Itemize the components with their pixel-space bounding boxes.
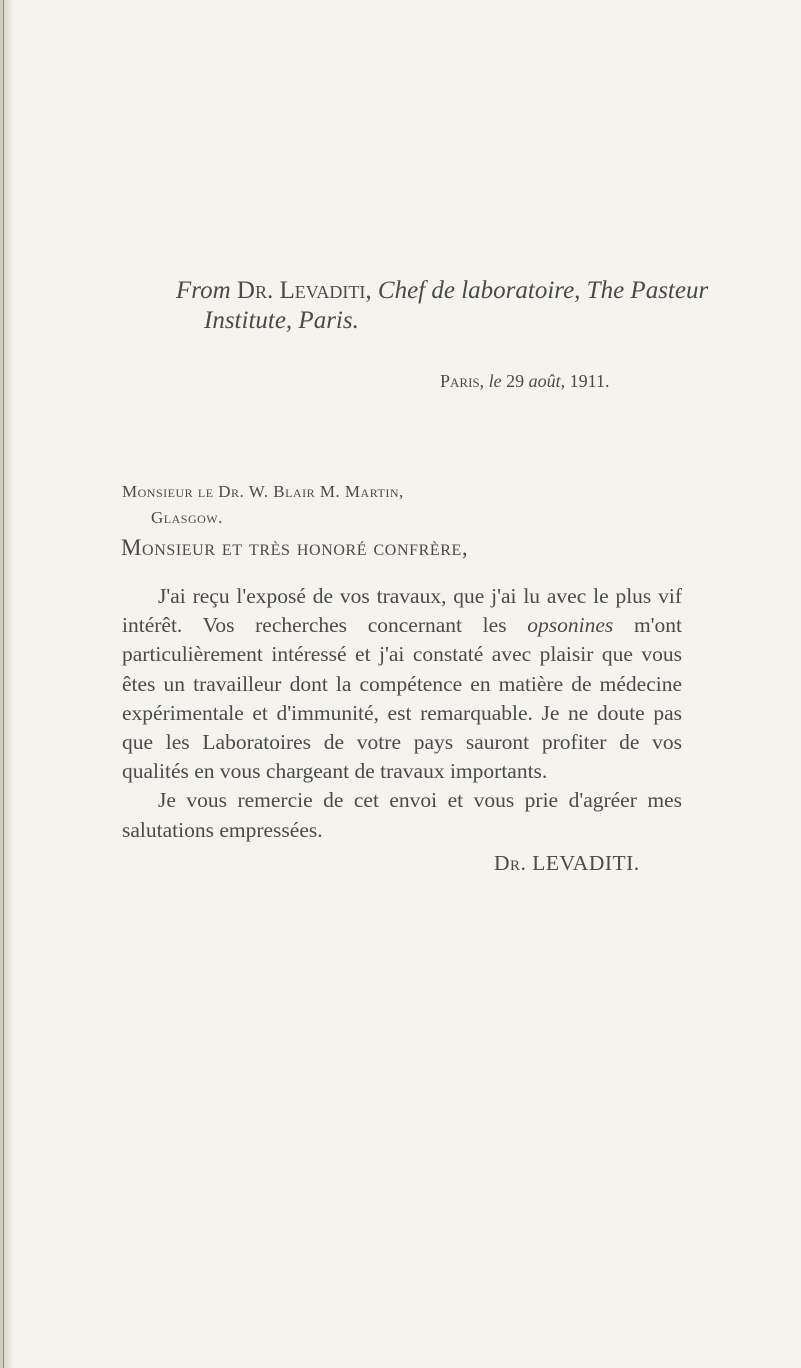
- heading-institute-part1: The Pasteur: [586, 277, 709, 304]
- dateline: [440, 371, 740, 392]
- dateline-place: Paris,: [440, 371, 485, 391]
- address-line-1: Monsieur le Dr. W. Blair M. Martin,: [122, 482, 404, 501]
- dateline-month: août,: [528, 371, 566, 391]
- heading-from: From: [176, 277, 231, 304]
- dateline-day: 29: [506, 371, 525, 391]
- signature: Dr. LEVADITI.: [494, 851, 640, 875]
- body-p1-start: J'ai reçu l'exposé de vos travaux, que j'ai lu avec le plus vif intérêt. Vos recherches concernant les: [122, 584, 682, 638]
- heading-institute-part2: Institute, Paris.: [204, 307, 359, 334]
- body-p1-italic-term: opsonines: [527, 613, 614, 638]
- body-paragraph-2: Je vous remercie de cet envoi et vous prie d'agréer mes salutations empressées.: [122, 788, 682, 842]
- body-paragraph-1: [122, 582, 682, 786]
- letter-body: [122, 582, 682, 845]
- salutation: Monsieur et très honoré confrère,: [121, 535, 469, 560]
- dateline-year: 1911.: [569, 371, 610, 391]
- letter-heading: [176, 276, 716, 336]
- body-p1-end: m'ont particulièrement intéressé et j'ai constaté avec plaisir que vous êtes un travailleur dont la compétence en matière de médecine expérimentale et d'immunité, est remarquable. Je ne doute pas que les Laboratoires de votre pays sauront profiter de vos qualités en vous chargeant de travaux importants.: [122, 613, 683, 784]
- recipient-address: [122, 479, 682, 531]
- heading-sender-title: Chef de laboratoire,: [377, 277, 581, 304]
- address-line-2: Glasgow.: [151, 508, 223, 527]
- dateline-le: le: [488, 371, 502, 391]
- heading-sender-name: Dr. Levaditi,: [236, 277, 372, 304]
